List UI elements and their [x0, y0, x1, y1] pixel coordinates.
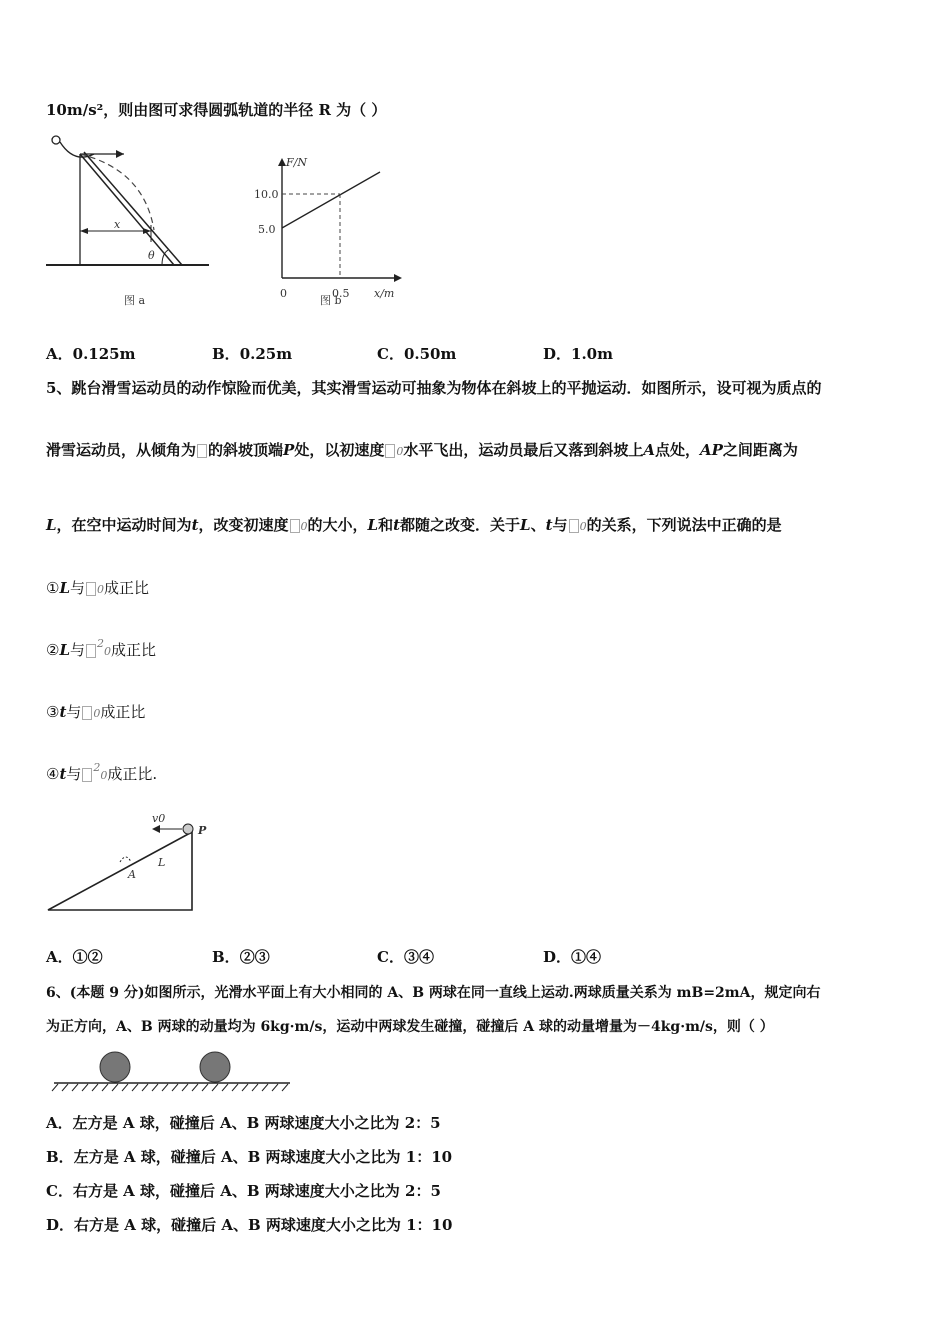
- q6-line-2: 为正方向，A、B 两球的动量均为 6kg·m/s，运动中两球发生碰撞，碰撞后 A 球的动量增量为－4kg·m/s，则（ ）: [46, 1019, 774, 1035]
- fig-a-x-label: x: [114, 218, 121, 231]
- q5-option-b: B．②③: [212, 948, 270, 966]
- fig-slope-p: P: [198, 824, 207, 837]
- fig-b-y-tick-10: 10.0: [254, 188, 279, 201]
- q5-statement-1: ①L与 0成正比: [46, 579, 150, 597]
- q5-line-3: L，在空中运动时间为t，改变初速度 0的大小，L和t都随之改变．关于L、t与 0的关系，下列说法中正确的是: [46, 516, 782, 534]
- fig-a-caption: 图 a: [124, 294, 146, 307]
- v0-placeholder: [385, 444, 395, 458]
- figure-slope: [46, 812, 216, 914]
- figure-a-arc-track: [44, 130, 214, 310]
- q5-statement-3: ③t与 0成正比: [46, 703, 146, 721]
- q4-question-tail: 10m/s²，则由图可求得圆弧轨道的半径 R 为（ ）: [46, 101, 387, 119]
- fig-b-x-tick-05: 0.5: [332, 287, 350, 300]
- q4-option-a: A．0.125m: [46, 345, 136, 363]
- fig-slope-l: L: [158, 856, 166, 869]
- q5-line-2: 滑雪运动员，从倾角为 的斜坡顶端P处，以初速度 0水平飞出，运动员最后又落到斜坡上A点处，AP之间距离为: [46, 441, 798, 459]
- q4-option-b: B．0.25m: [212, 345, 293, 363]
- fig-b-y-tick-5: 5.0: [258, 223, 276, 236]
- q5-statement-2: ②L与 $^2$0成正比: [46, 637, 157, 659]
- fig-slope-v0: v0: [152, 812, 166, 825]
- fig-a-theta-label: θ: [148, 249, 155, 262]
- q6-option-d: D．右方是 A 球，碰撞后 A、B 两球速度大小之比为 1：10: [46, 1216, 453, 1234]
- figure-two-balls: [52, 1050, 292, 1095]
- fig-b-caption: 图 b: [320, 294, 342, 307]
- fig-b-x-tick-0: 0: [280, 287, 287, 300]
- q6-line-1: 6、(本题 9 分)如图所示，光滑水平面上有大小相同的 A、B 两球在同一直线上运动.两球质量关系为 mB=2mA，规定向右: [46, 985, 821, 1001]
- q5-option-a: A．①②: [46, 948, 103, 966]
- q6-option-c: C．右方是 A 球，碰撞后 A、B 两球速度大小之比为 2：5: [46, 1182, 441, 1200]
- q5-option-c: C．③④: [377, 948, 434, 966]
- fig-b-x-axis-label: x/m: [374, 287, 395, 300]
- q5-line-1: 5、跳台滑雪运动员的动作惊险而优美，其实滑雪运动可抽象为物体在斜坡上的平抛运动．如图所示，设可视为质点的: [46, 379, 822, 397]
- fig-slope-a: A: [128, 868, 136, 881]
- q5-option-d: D．①④: [543, 948, 602, 966]
- q4-option-c: C．0.50m: [377, 345, 457, 363]
- fig-b-y-axis-label: F/N: [286, 156, 307, 169]
- q6-option-a: A．左方是 A 球，碰撞后 A、B 两球速度大小之比为 2：5: [46, 1114, 441, 1132]
- q6-option-b: B．左方是 A 球，碰撞后 A、B 两球速度大小之比为 1：10: [46, 1148, 453, 1166]
- figure-b-force-graph: [250, 150, 410, 310]
- q5-statement-4: ④t与 $^2$0成正比.: [46, 761, 158, 783]
- theta-placeholder: [197, 444, 207, 458]
- q4-option-d: D．1.0m: [543, 345, 613, 363]
